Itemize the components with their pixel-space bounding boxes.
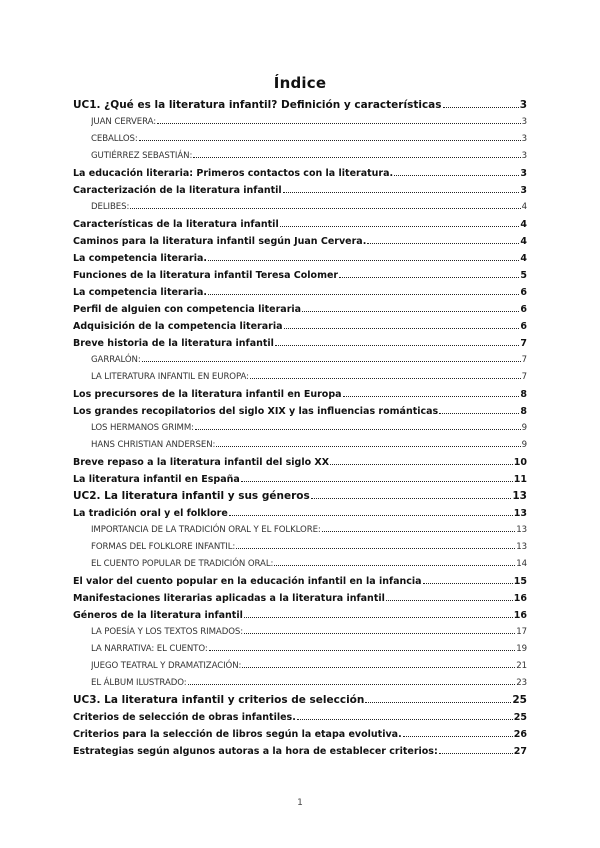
- toc-subsection-entry[interactable]: [73, 131, 527, 148]
- toc-dot-leader: [274, 565, 515, 566]
- toc-entry-label: El valor del cuento popular en la educación infantil en la infancia: [73, 576, 422, 587]
- toc-section-entry[interactable]: [73, 726, 527, 743]
- toc-entry-page: 16: [513, 593, 527, 604]
- toc-subsection-entry[interactable]: [73, 437, 527, 454]
- toc-dot-leader: [343, 396, 520, 397]
- toc-entry-label: FORMAS DEL FOLKLORE INFANTIL:: [91, 542, 236, 552]
- toc-entry-label: Breve repaso a la literatura infantil del siglo XX: [73, 457, 330, 468]
- toc-entry-page: 7: [520, 338, 527, 349]
- toc-entry-page: 15: [513, 576, 527, 587]
- toc-entry-label: UC2. La literatura infantil y sus géneros: [73, 490, 310, 502]
- toc-subsection-entry[interactable]: [73, 369, 527, 386]
- toc-entry-label: Manifestaciones literarias aplicadas a la literatura infantil: [73, 593, 385, 604]
- toc-section-entry[interactable]: [73, 335, 527, 352]
- toc-entry-label: Criterios de selección de obras infantiles.: [73, 712, 296, 723]
- toc-section-entry[interactable]: [73, 233, 527, 250]
- toc-entry-page: 25: [513, 712, 527, 723]
- toc-entry-label: DELIBES:: [91, 202, 130, 212]
- toc-section-entry[interactable]: [73, 743, 527, 760]
- toc-section-entry[interactable]: [73, 709, 527, 726]
- toc-entry-label: JUEGO TEATRAL Y DRAMATIZACIÓN:: [91, 661, 242, 671]
- toc-dot-leader: [244, 633, 515, 634]
- toc-entry-page: 17: [516, 627, 527, 637]
- toc-dot-leader: [229, 515, 513, 516]
- toc-subsection-entry[interactable]: [73, 539, 527, 556]
- page-number: 1: [297, 798, 303, 808]
- toc-section-entry[interactable]: [73, 250, 527, 267]
- toc-dot-leader: [193, 157, 520, 158]
- toc-entry-page: 4: [520, 219, 527, 230]
- toc-entry-label: UC1. ¿Qué es la literatura infantil? Definición y características: [73, 99, 442, 111]
- toc-subsection-entry[interactable]: [73, 199, 527, 216]
- toc-dot-leader: [280, 226, 520, 227]
- toc-section-entry[interactable]: [73, 607, 527, 624]
- toc-section-entry[interactable]: [73, 573, 527, 590]
- toc-dot-leader: [394, 175, 519, 176]
- toc-dot-leader: [423, 583, 513, 584]
- toc-dot-leader: [142, 361, 521, 362]
- toc-dot-leader: [322, 531, 516, 532]
- page-title: Índice: [273, 74, 327, 92]
- toc-dot-leader: [365, 702, 511, 703]
- toc-section-entry[interactable]: [73, 182, 527, 199]
- toc-entry-label: Adquisición de la competencia literaria: [73, 321, 283, 332]
- toc-entry-page: 3: [521, 134, 527, 144]
- toc-entry-page: 9: [521, 440, 527, 450]
- toc-entry-page: 3: [521, 117, 527, 127]
- toc-section-entry[interactable]: [73, 403, 527, 420]
- toc-entry-page: 4: [520, 236, 527, 247]
- toc-entry-label: LA NARRATIVA: EL CUENTO:: [91, 644, 208, 654]
- toc-dot-leader: [241, 481, 513, 482]
- toc-dot-leader: [439, 753, 513, 754]
- toc-entry-label: Caminos para la literatura infantil según Juan Cervera.: [73, 236, 367, 247]
- toc-section-entry[interactable]: [73, 216, 527, 233]
- toc-entry-page: 6: [520, 321, 527, 332]
- toc-entry-label: EL CUENTO POPULAR DE TRADICIÓN ORAL:: [91, 559, 274, 569]
- toc-entry-label: Características de la literatura infantil: [73, 219, 279, 230]
- toc-entry-label: CEBALLOS:: [91, 134, 138, 144]
- toc-subsection-entry[interactable]: [73, 641, 527, 658]
- toc-entry-label: JUAN CERVERA:: [91, 117, 157, 127]
- toc-entry-label: HANS CHRISTIAN ANDERSEN:: [91, 440, 216, 450]
- toc-subsection-entry[interactable]: [73, 675, 527, 692]
- toc-unit-entry[interactable]: [73, 97, 527, 114]
- toc-unit-entry[interactable]: [73, 692, 527, 709]
- toc-entry-page: 13: [516, 542, 527, 552]
- toc-entry-page: 9: [521, 423, 527, 433]
- toc-entry-page: 3: [521, 151, 527, 161]
- toc-entry-label: LA LITERATURA INFANTIL EN EUROPA:: [91, 372, 249, 382]
- toc-dot-leader: [250, 378, 521, 379]
- toc-dot-leader: [188, 684, 516, 685]
- table-of-contents: [73, 97, 527, 760]
- toc-entry-label: Breve historia de la literatura infantil: [73, 338, 274, 349]
- toc-entry-page: 3: [520, 168, 527, 179]
- toc-entry-label: Los grandes recopilatorios del siglo XIX y las influencias románticas: [73, 406, 439, 417]
- toc-entry-label: Criterios para la selección de libros según la etapa evolutiva.: [73, 729, 402, 740]
- toc-dot-leader: [367, 243, 519, 244]
- toc-dot-leader: [339, 277, 519, 278]
- toc-dot-leader: [443, 107, 519, 108]
- toc-entry-label: La tradición oral y el folklore: [73, 508, 228, 519]
- toc-entry-page: 27: [513, 746, 527, 757]
- toc-entry-page: 8: [520, 406, 527, 417]
- toc-dot-leader: [208, 294, 519, 295]
- toc-entry-page: 13: [516, 525, 527, 535]
- toc-subsection-entry[interactable]: [73, 522, 527, 539]
- toc-section-entry[interactable]: [73, 318, 527, 335]
- toc-dot-leader: [244, 617, 513, 618]
- toc-dot-leader: [195, 429, 521, 430]
- toc-entry-label: La literatura infantil en España: [73, 474, 240, 485]
- toc-entry-page: 4: [520, 253, 527, 264]
- toc-entry-page: 10: [513, 457, 527, 468]
- toc-section-entry[interactable]: [73, 165, 527, 182]
- toc-dot-leader: [208, 260, 519, 261]
- toc-entry-label: Estrategias según algunos autoras a la hora de establecer criterios:: [73, 746, 438, 757]
- toc-entry-label: La educación literaria: Primeros contactos con la literatura.: [73, 168, 394, 179]
- toc-entry-page: 4: [521, 202, 527, 212]
- toc-dot-leader: [209, 650, 516, 651]
- toc-subsection-entry[interactable]: [73, 148, 527, 165]
- toc-entry-page: 23: [516, 678, 527, 688]
- toc-entry-label: La competencia literaria.: [73, 287, 207, 298]
- toc-dot-leader: [302, 311, 519, 312]
- toc-entry-page: 14: [516, 559, 527, 569]
- toc-entry-page: 5: [520, 270, 527, 281]
- toc-entry-page: 6: [520, 287, 527, 298]
- toc-subsection-entry[interactable]: [73, 420, 527, 437]
- toc-entry-page: 11: [513, 474, 527, 485]
- toc-entry-page: 3: [519, 99, 527, 111]
- toc-dot-leader: [275, 345, 519, 346]
- toc-entry-label: UC3. La literatura infantil y criterios de selección: [73, 694, 365, 706]
- toc-dot-leader: [311, 498, 512, 499]
- toc-section-entry[interactable]: [73, 454, 527, 471]
- toc-entry-label: Caracterización de la literatura infantil: [73, 185, 282, 196]
- toc-dot-leader: [283, 192, 520, 193]
- toc-section-entry[interactable]: [73, 471, 527, 488]
- toc-section-entry[interactable]: [73, 267, 527, 284]
- toc-entry-label: Los precursores de la literatura infantil en Europa: [73, 389, 342, 400]
- toc-section-entry[interactable]: [73, 284, 527, 301]
- toc-entry-page: 8: [520, 389, 527, 400]
- toc-entry-label: LOS HERMANOS GRIMM:: [91, 423, 194, 433]
- toc-entry-page: 13: [513, 508, 527, 519]
- toc-entry-label: GUTIÉRREZ SEBASTIÁN:: [91, 151, 193, 161]
- toc-subsection-entry[interactable]: [73, 556, 527, 573]
- toc-entry-label: Géneros de la literatura infantil: [73, 610, 243, 621]
- toc-dot-leader: [130, 208, 520, 209]
- toc-dot-leader: [139, 140, 521, 141]
- toc-entry-label: Funciones de la literatura infantil Teresa Colomer: [73, 270, 339, 281]
- toc-entry-page: 6: [520, 304, 527, 315]
- toc-dot-leader: [216, 446, 520, 447]
- toc-dot-leader: [297, 719, 513, 720]
- toc-entry-page: 16: [513, 610, 527, 621]
- toc-section-entry[interactable]: [73, 590, 527, 607]
- toc-entry-label: La competencia literaria.: [73, 253, 207, 264]
- toc-entry-label: LA POESÍA Y LOS TEXTOS RIMADOS:: [91, 627, 244, 637]
- toc-dot-leader: [242, 667, 515, 668]
- toc-subsection-entry[interactable]: [73, 352, 527, 369]
- toc-section-entry[interactable]: [73, 301, 527, 318]
- toc-section-entry[interactable]: [73, 386, 527, 403]
- toc-entry-page: 3: [520, 185, 527, 196]
- toc-dot-leader: [284, 328, 520, 329]
- toc-subsection-entry[interactable]: [73, 624, 527, 641]
- toc-entry-label: GARRALÓN:: [91, 355, 141, 365]
- toc-entry-page: 25: [512, 694, 527, 706]
- toc-dot-leader: [330, 464, 513, 465]
- toc-entry-label: IMPORTANCIA DE LA TRADICIÓN ORAL Y EL FOLKLORE:: [91, 525, 321, 535]
- toc-dot-leader: [236, 548, 515, 549]
- toc-section-entry[interactable]: [73, 505, 527, 522]
- toc-dot-leader: [157, 123, 521, 124]
- toc-entry-page: 13: [512, 490, 527, 502]
- toc-subsection-entry[interactable]: [73, 114, 527, 131]
- toc-entry-page: 19: [516, 644, 527, 654]
- toc-entry-page: 21: [516, 661, 527, 671]
- toc-dot-leader: [439, 413, 519, 414]
- toc-entry-label: EL ÁLBUM ILUSTRADO:: [91, 678, 187, 688]
- toc-dot-leader: [386, 600, 513, 601]
- toc-unit-entry[interactable]: [73, 488, 527, 505]
- toc-entry-label: Perfil de alguien con competencia literaria: [73, 304, 302, 315]
- toc-entry-page: 26: [513, 729, 527, 740]
- toc-entry-page: 7: [521, 355, 527, 365]
- toc-subsection-entry[interactable]: [73, 658, 527, 675]
- toc-entry-page: 7: [521, 372, 527, 382]
- toc-dot-leader: [403, 736, 513, 737]
